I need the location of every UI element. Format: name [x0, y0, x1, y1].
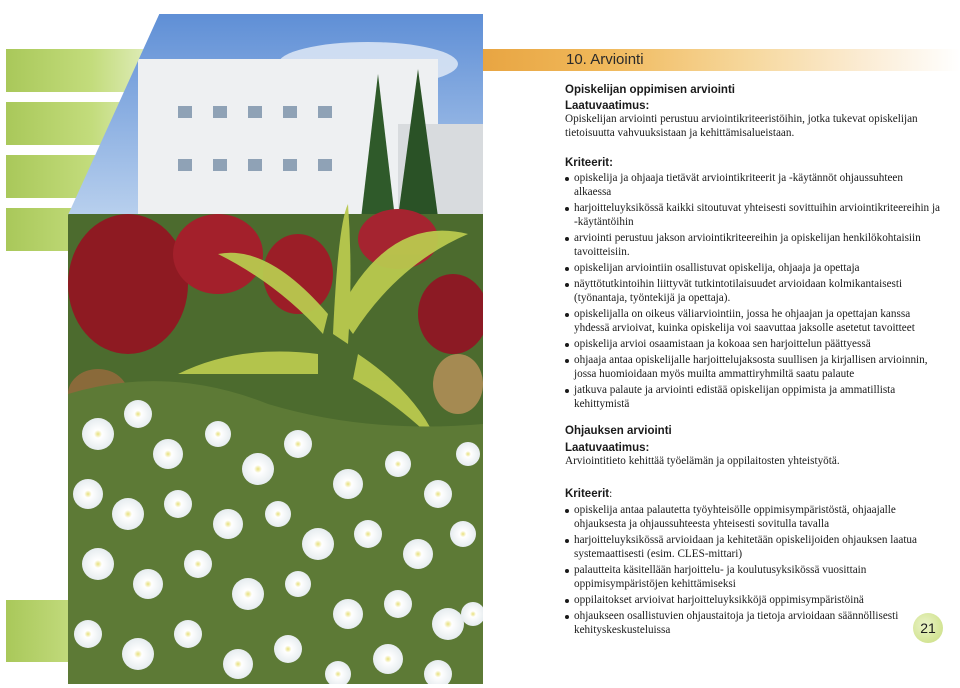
- section2-requirement-label: Laatuvaatimus:: [565, 442, 650, 454]
- section1-heading: Opiskelijan oppimisen arviointi: [565, 84, 735, 96]
- list-item: näyttötutkintoihin liittyvät tutkintotilaisuudet arvioidaan kolmikantaisesti (työnantaja, työntekijä ja opettaja).: [565, 277, 943, 305]
- list-item: harjoitteluyksikössä kaikki sitoutuvat yhteisesti sovittuihin arviointikriteereihin ja -käytäntöihin: [565, 201, 943, 229]
- list-item: ohjaaja antaa opiskelijalle harjoittelujaksosta suullisen ja kirjallisen arvioinnin, jossa huomioidaan myös muilta ammattiryhmiltä saatu palaute: [565, 353, 943, 381]
- list-item: ohjaukseen osallistuvien ohjaustaitoja ja tietoja arvioidaan säännöllisesti kehityskeskusteluissa: [565, 609, 943, 637]
- section2-heading: Ohjauksen arviointi: [565, 425, 672, 437]
- list-item: opiskelija ja ohjaaja tietävät arviointikriteerit ja -käytännöt ohjaussuhteen alkaessa: [565, 171, 943, 199]
- section2-criteria-list: [565, 503, 943, 637]
- chapter-title: 10. Arviointi: [566, 51, 644, 68]
- section1-requirement-label: Laatuvaatimus:: [565, 100, 650, 112]
- section2-criteria-label: Kriteerit: [565, 488, 610, 500]
- list-item: palautteita käsitellään harjoittelu- ja koulutusyksikössä vuosittain oppimisympäristöjen kehittämiseksi: [565, 563, 943, 591]
- content-column: [565, 84, 943, 637]
- list-item: opiskelija antaa palautetta työyhteisölle oppimisympäristöstä, ohjaajalle ohjauksesta ja ohjaussuhteesta yhteisesti sovitulla tavalla: [565, 503, 943, 531]
- section2-requirement-text: Arviointitieto kehittää työelämän ja oppilaitosten yhteistyötä.: [565, 455, 840, 467]
- section1-criteria-list: [565, 171, 943, 411]
- list-item: jatkuva palaute ja arviointi edistää opiskelijan oppimista ja ammatillista kehittymistä: [565, 383, 943, 411]
- list-item: arviointi perustuu jakson arviointikriteereihin ja opiskelijan henkilökohtaisiin tavoitteisiin.: [565, 231, 943, 259]
- section1-criteria-label: Kriteerit:: [565, 157, 613, 169]
- flowers-photo-illustration: [68, 14, 483, 684]
- page-number: 21: [913, 613, 943, 643]
- list-item: opiskelijalla on oikeus väliarviointiin, jossa he ohjaajan ja opettajan kanssa yhdessä arvioivat, kuinka opiskelija voi saavuttaa jaksolle asetetut tavoitteet: [565, 307, 943, 335]
- right-page: [483, 0, 960, 688]
- list-item: opiskelijan arviointiin osallistuvat opiskelija, ohjaaja ja opettaja: [565, 261, 943, 275]
- list-item: harjoitteluyksikössä arvioidaan ja kehitetään opiskelijoiden ohjauksen laatua systemaattisesti (esim. CLES-mittari): [565, 533, 943, 561]
- section1-requirement-text: Opiskelijan arviointi perustuu arviointikriteeristöihin, jotka tukevat opiskelijan tietoisuutta vahvuuksistaan ja kehittämisalueistaan.: [565, 113, 918, 139]
- flowers-photo: [68, 14, 483, 684]
- chapter-header-bar: [483, 49, 960, 71]
- list-item: opiskelija arvioi osaamistaan ja kokoaa sen harjoittelun päättyessä: [565, 337, 943, 351]
- list-item: oppilaitokset arvioivat harjoitteluyksikköjä oppimisympäristöinä: [565, 593, 943, 607]
- section2-criteria-colon: :: [609, 488, 613, 500]
- section2-criteria-heading: [565, 484, 943, 502]
